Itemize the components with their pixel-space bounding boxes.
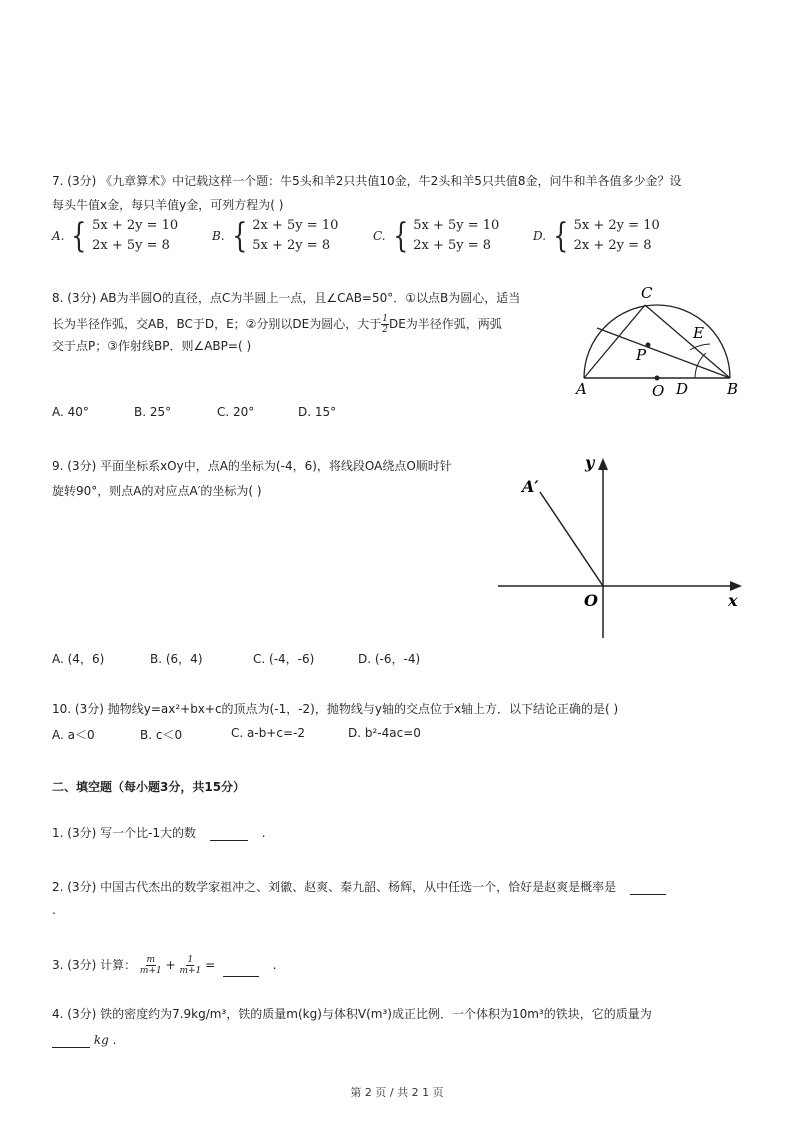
q8-line-1: 8. (3分) AB为半圆O的直径，点C为半圆上一点，且∠CAB=50°．①以点B为圆心，适当 <box>52 291 521 305</box>
fill-question-1 <box>52 825 266 841</box>
option-label: D. <box>533 229 547 243</box>
answer-blank[interactable] <box>630 894 666 895</box>
answer-blank[interactable] <box>223 976 259 977</box>
q8-line-2 <box>52 314 502 335</box>
y-axis-arrow-icon <box>598 458 608 470</box>
q7-line-1: 7. (3分) 《九章算术》中记载这样一个题：牛5头和羊2只共值10金，牛2头和羊5只共值8金，问牛和羊各值多少金？设 <box>52 174 682 188</box>
q9-line-2: 旋转90°，则点A的对应点A′的坐标为( ) <box>52 484 262 498</box>
q8-text: 长为半径作弧，交AB，BC于D，E；②分别以DE为圆心，大于 <box>52 317 382 331</box>
answer-blank[interactable] <box>210 840 248 841</box>
label-a: A <box>576 380 587 398</box>
f1-text: 1. (3分) 写一个比-1大的数 <box>52 826 197 840</box>
ray-bp <box>597 328 730 378</box>
equation: 5x + 2y = 10 <box>573 218 660 233</box>
label-p: P <box>636 346 647 364</box>
fill-question-3 <box>52 953 277 977</box>
q7-option-a <box>52 216 178 256</box>
label-x: x <box>728 591 738 610</box>
label-y: y <box>585 453 595 472</box>
label-c: C <box>641 284 653 302</box>
section-title: 二、填空题（每小题3分，共15分） <box>52 780 246 794</box>
q9-option-a: A. (4，6) <box>52 652 105 666</box>
answer-blank[interactable] <box>52 1047 90 1048</box>
option-label: C. <box>373 229 386 243</box>
q10-option-a: A. a＜0 <box>52 728 95 742</box>
q9-option-c: C. (-4，-6) <box>253 652 315 666</box>
label-o: O <box>584 591 598 610</box>
option-label: B. <box>212 229 225 243</box>
q8-option-d: D. 15° <box>298 405 337 419</box>
fill-question-4-line-1: 4. (3分) 铁的密度约为7.9kg/m³，铁的质量m(kg)与体积V(m³)成正比例．一个体积为10m³的铁块，它的质量为 <box>52 1007 652 1021</box>
label-a-prime: A′ <box>522 477 539 496</box>
label-e: E <box>693 324 704 342</box>
f4-end: . <box>112 1033 117 1047</box>
fraction <box>140 955 162 976</box>
q7-line-2: 每头牛值x金，每只羊值y金，可列方程为( ) <box>52 198 284 212</box>
fraction-denominator: m+1 <box>179 966 202 976</box>
point-o <box>655 376 660 381</box>
q8-option-a: A. 40° <box>52 405 89 419</box>
plus-sign: + <box>165 958 176 972</box>
label-o: O <box>652 382 665 400</box>
brace-icon: { <box>392 216 408 256</box>
q10-option-d: D. b²-4ac=0 <box>348 726 421 740</box>
q8-line-3: 交于点P；③作射线BP．则∠ABP=( ) <box>52 339 252 353</box>
brace-icon: { <box>71 216 87 256</box>
segment-oa-prime <box>540 492 603 586</box>
q9-option-b: B. (6，4) <box>150 652 203 666</box>
equation: 2x + 5y = 8 <box>92 238 170 253</box>
equation: 2x + 5y = 10 <box>252 218 339 233</box>
q9-coordinate-figure <box>492 448 752 640</box>
label-b: B <box>727 380 739 398</box>
q10-line: 10. (3分) 抛物线y=ax²+bx+c的顶点为(-1，-2)，抛物线与y轴的交点位于x轴上方．以下结论正确的是( ) <box>52 702 619 716</box>
page-footer: 第 2 页 / 共 2 1 页 <box>350 1086 444 1099</box>
f2-end: . <box>52 903 56 917</box>
fraction <box>381 314 389 335</box>
q7-option-c <box>373 216 499 256</box>
q9-line-1: 9. (3分) 平面坐标系xOy中，点A的坐标为(-4，6)，将线段OA绕点O顺时针 <box>52 459 452 473</box>
fill-question-2 <box>52 879 666 895</box>
equation: 5x + 2y = 8 <box>252 238 331 253</box>
q8-semicircle-figure <box>570 278 750 400</box>
fraction <box>179 955 201 976</box>
q8-option-b: B. 25° <box>134 405 172 419</box>
f3-end: . <box>272 958 277 972</box>
q9-option-d: D. (-6，-4) <box>358 652 421 666</box>
point-p <box>646 343 651 348</box>
segment-cb <box>645 305 730 378</box>
brace-icon: { <box>553 216 569 256</box>
f2-text: 2. (3分) 中国古代杰出的数学家祖冲之、刘徽、赵爽、秦九韶、杨辉，从中任选一个，恰好是赵爽是概率是 <box>52 880 617 894</box>
q7-option-b <box>212 216 338 256</box>
equation: 5x + 2y = 10 <box>92 218 179 233</box>
q8-option-c: C. 20° <box>217 405 255 419</box>
x-axis-arrow-icon <box>730 581 742 591</box>
q7-option-d <box>533 216 660 256</box>
fraction-numerator: 1 <box>382 314 388 324</box>
equation: 5x + 5y = 10 <box>413 218 500 233</box>
f1-end: . <box>261 826 266 840</box>
fill-question-4-line-2 <box>52 1032 116 1048</box>
q10-option-c: C. a-b+c=-2 <box>231 726 305 740</box>
fraction-denominator: 2 <box>382 325 388 335</box>
unit-kg: kg <box>93 1033 109 1047</box>
brace-icon: { <box>231 216 248 256</box>
q8-text: DE为半径作弧，两弧 <box>388 317 502 331</box>
equals-sign: = <box>205 958 216 972</box>
fraction-numerator: 1 <box>187 955 194 965</box>
fraction-numerator: m <box>146 955 156 965</box>
label-d: D <box>676 380 689 398</box>
option-label: A. <box>52 229 65 243</box>
equation: 2x + 5y = 8 <box>413 238 492 253</box>
f3-text: 3. (3分) 计算： <box>52 958 137 972</box>
equation: 2x + 2y = 8 <box>573 238 652 253</box>
fraction-denominator: m+1 <box>139 966 162 976</box>
q10-option-b: B. c＜0 <box>140 728 183 742</box>
